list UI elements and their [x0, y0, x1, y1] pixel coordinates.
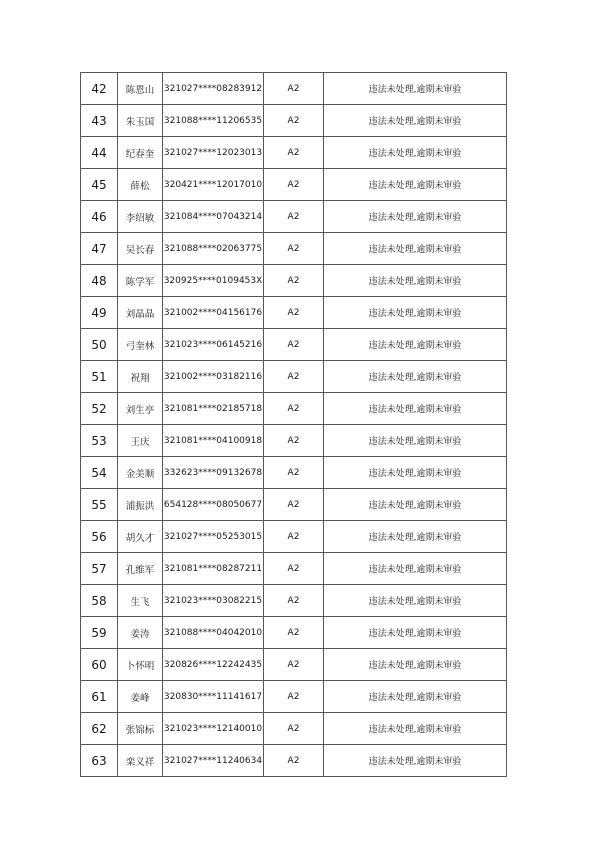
- id-number: 321084****07043214: [163, 201, 264, 233]
- license-class: A2: [264, 105, 324, 137]
- driver-name: 王庆: [118, 425, 163, 457]
- license-class: A2: [264, 553, 324, 585]
- record-status: 违法未处理,逾期未审验: [324, 265, 507, 297]
- license-class: A2: [264, 265, 324, 297]
- table-row: [81, 585, 507, 617]
- table-row: [81, 201, 507, 233]
- license-class: A2: [264, 457, 324, 489]
- table-row: [81, 233, 507, 265]
- id-number: 320826****12242435: [163, 649, 264, 681]
- id-number: 321088****02063775: [163, 233, 264, 265]
- table-row: [81, 425, 507, 457]
- table-row: [81, 297, 507, 329]
- id-number: 321027****08283912: [163, 73, 264, 105]
- driver-name: 薛松: [118, 169, 163, 201]
- id-number: 321023****03082215: [163, 585, 264, 617]
- row-number: 61: [81, 681, 118, 713]
- row-number: 42: [81, 73, 118, 105]
- license-class: A2: [264, 745, 324, 777]
- driver-name: 纪春奎: [118, 137, 163, 169]
- id-number: 654128****08050677: [163, 489, 264, 521]
- driver-name: 姜峰: [118, 681, 163, 713]
- record-status: 违法未处理,逾期未审验: [324, 361, 507, 393]
- license-class: A2: [264, 393, 324, 425]
- table-row: [81, 265, 507, 297]
- id-number: 320925****0109453X: [163, 265, 264, 297]
- record-status: 违法未处理,逾期未审验: [324, 297, 507, 329]
- row-number: 43: [81, 105, 118, 137]
- id-number: 321027****12023013: [163, 137, 264, 169]
- driver-name: 吴长春: [118, 233, 163, 265]
- table-row: [81, 329, 507, 361]
- row-number: 52: [81, 393, 118, 425]
- license-class: A2: [264, 361, 324, 393]
- driver-name: 浦振洪: [118, 489, 163, 521]
- row-number: 54: [81, 457, 118, 489]
- license-class: A2: [264, 521, 324, 553]
- license-class: A2: [264, 73, 324, 105]
- table-row: [81, 649, 507, 681]
- records-table-body: [81, 73, 507, 777]
- table-row: [81, 553, 507, 585]
- id-number: 321088****04042010: [163, 617, 264, 649]
- record-status: 违法未处理,逾期未审验: [324, 329, 507, 361]
- row-number: 46: [81, 201, 118, 233]
- record-status: 违法未处理,逾期未审验: [324, 105, 507, 137]
- driver-name: 卜怀明: [118, 649, 163, 681]
- record-status: 违法未处理,逾期未审验: [324, 73, 507, 105]
- driver-name: 姜涛: [118, 617, 163, 649]
- records-table: [80, 72, 507, 777]
- id-number: 332623****09132678: [163, 457, 264, 489]
- id-number: 321081****02185718: [163, 393, 264, 425]
- record-status: 违法未处理,逾期未审验: [324, 745, 507, 777]
- row-number: 63: [81, 745, 118, 777]
- row-number: 56: [81, 521, 118, 553]
- record-status: 违法未处理,逾期未审验: [324, 169, 507, 201]
- row-number: 49: [81, 297, 118, 329]
- row-number: 53: [81, 425, 118, 457]
- id-number: 321023****12140010: [163, 713, 264, 745]
- driver-name: 张锦标: [118, 713, 163, 745]
- driver-name: 金美顺: [118, 457, 163, 489]
- record-status: 违法未处理,逾期未审验: [324, 585, 507, 617]
- driver-name: 李绍敏: [118, 201, 163, 233]
- record-status: 违法未处理,逾期未审验: [324, 553, 507, 585]
- row-number: 48: [81, 265, 118, 297]
- license-class: A2: [264, 489, 324, 521]
- row-number: 59: [81, 617, 118, 649]
- id-number: 321088****11206535: [163, 105, 264, 137]
- driver-name: 朱玉国: [118, 105, 163, 137]
- driver-name: 祝翔: [118, 361, 163, 393]
- id-number: 321002****03182116: [163, 361, 264, 393]
- driver-name: 刘晶晶: [118, 297, 163, 329]
- id-number: 321081****08287211: [163, 553, 264, 585]
- row-number: 50: [81, 329, 118, 361]
- driver-name: 弓奎林: [118, 329, 163, 361]
- license-class: A2: [264, 201, 324, 233]
- row-number: 62: [81, 713, 118, 745]
- row-number: 55: [81, 489, 118, 521]
- driver-name: 陈学军: [118, 265, 163, 297]
- license-class: A2: [264, 425, 324, 457]
- license-class: A2: [264, 329, 324, 361]
- table-row: [81, 169, 507, 201]
- license-class: A2: [264, 713, 324, 745]
- license-class: A2: [264, 137, 324, 169]
- id-number: 321027****11240634: [163, 745, 264, 777]
- id-number: 320830****11141617: [163, 681, 264, 713]
- license-class: A2: [264, 649, 324, 681]
- row-number: 51: [81, 361, 118, 393]
- record-status: 违法未处理,逾期未审验: [324, 233, 507, 265]
- driver-name: 陈恩山: [118, 73, 163, 105]
- row-number: 47: [81, 233, 118, 265]
- record-status: 违法未处理,逾期未审验: [324, 201, 507, 233]
- record-status: 违法未处理,逾期未审验: [324, 489, 507, 521]
- table-row: [81, 713, 507, 745]
- record-status: 违法未处理,逾期未审验: [324, 617, 507, 649]
- row-number: 58: [81, 585, 118, 617]
- id-number: 321023****06145216: [163, 329, 264, 361]
- record-status: 违法未处理,逾期未审验: [324, 649, 507, 681]
- id-number: 321002****04156176: [163, 297, 264, 329]
- table-row: [81, 745, 507, 777]
- row-number: 44: [81, 137, 118, 169]
- license-class: A2: [264, 297, 324, 329]
- record-status: 违法未处理,逾期未审验: [324, 137, 507, 169]
- id-number: 321027****05253015: [163, 521, 264, 553]
- id-number: 320421****12017010: [163, 169, 264, 201]
- driver-name: 栾义祥: [118, 745, 163, 777]
- driver-name: 生飞: [118, 585, 163, 617]
- row-number: 45: [81, 169, 118, 201]
- table-row: [81, 457, 507, 489]
- table-row: [81, 489, 507, 521]
- record-status: 违法未处理,逾期未审验: [324, 457, 507, 489]
- id-number: 321081****04100918: [163, 425, 264, 457]
- table-row: [81, 73, 507, 105]
- table-row: [81, 521, 507, 553]
- license-class: A2: [264, 169, 324, 201]
- license-class: A2: [264, 585, 324, 617]
- license-class: A2: [264, 617, 324, 649]
- table-row: [81, 105, 507, 137]
- record-status: 违法未处理,逾期未审验: [324, 681, 507, 713]
- table-row: [81, 137, 507, 169]
- table-row: [81, 361, 507, 393]
- record-status: 违法未处理,逾期未审验: [324, 521, 507, 553]
- driver-name: 刘生亭: [118, 393, 163, 425]
- license-class: A2: [264, 233, 324, 265]
- record-status: 违法未处理,逾期未审验: [324, 425, 507, 457]
- row-number: 60: [81, 649, 118, 681]
- table-row: [81, 681, 507, 713]
- table-row: [81, 617, 507, 649]
- record-status: 违法未处理,逾期未审验: [324, 713, 507, 745]
- driver-name: 胡久才: [118, 521, 163, 553]
- table-row: [81, 393, 507, 425]
- record-status: 违法未处理,逾期未审验: [324, 393, 507, 425]
- license-class: A2: [264, 681, 324, 713]
- driver-name: 孔维军: [118, 553, 163, 585]
- row-number: 57: [81, 553, 118, 585]
